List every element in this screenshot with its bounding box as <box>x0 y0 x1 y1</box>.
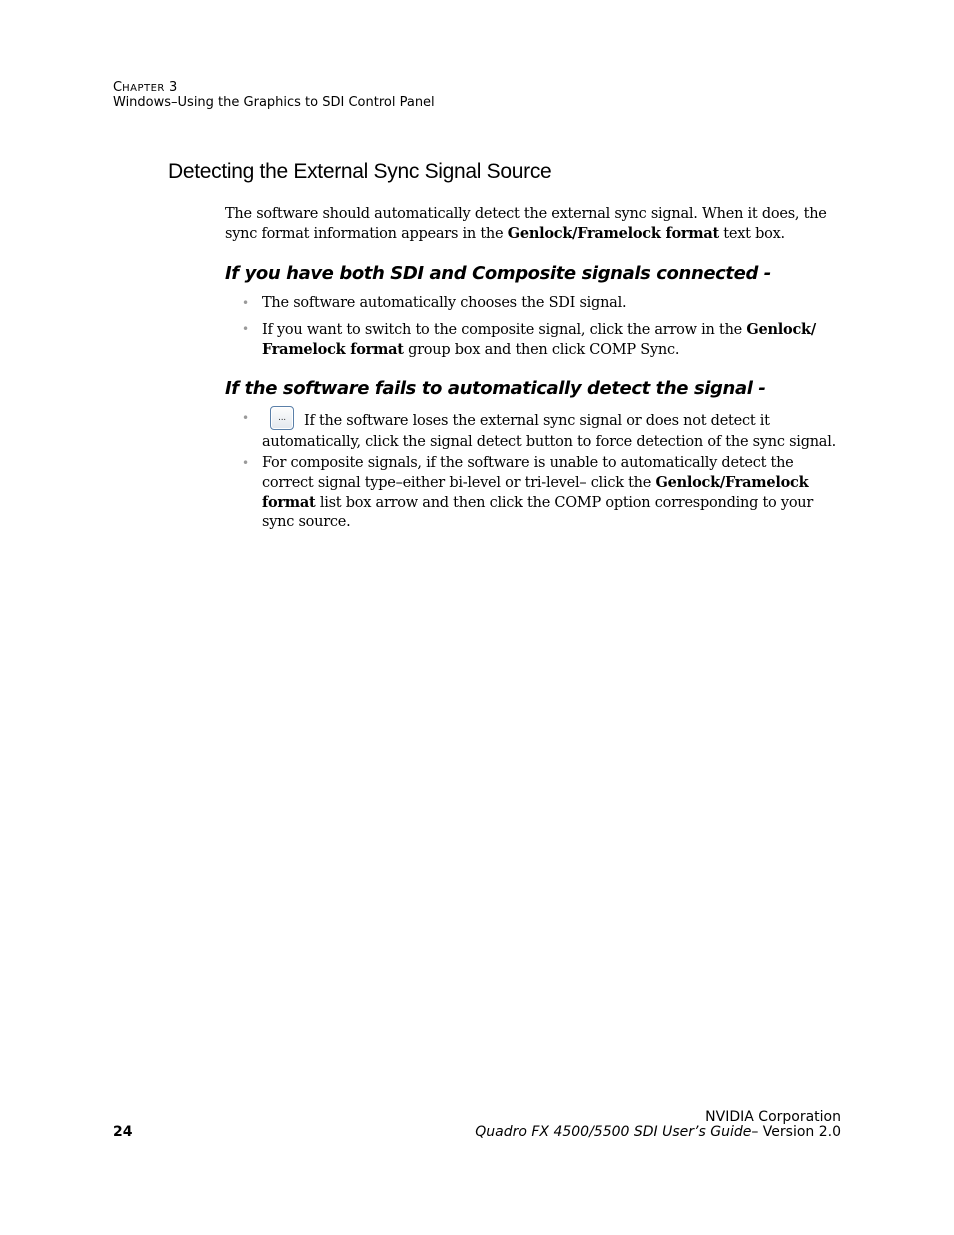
footer-company: NVIDIA Corporation <box>705 1109 841 1125</box>
footer-document-title: Quadro FX 4500/5500 SDI User’s Guide– Version 2.0 <box>475 1124 841 1140</box>
list-item: For composite signals, if the software is unable to automatically detect the correct signal type–either bi-level or tri-level– click the Genlock/Framelock format list box arrow and then click the COMP option corresponding to your sync source. <box>262 455 814 530</box>
bullet-marker: • <box>242 296 250 310</box>
list-item: The software automatically chooses the SDI signal. <box>262 295 627 311</box>
subsection-title-detect-failure: If the software fails to automatically detect the signal - <box>225 378 766 399</box>
subsection-title-sdi-composite: If you have both SDI and Composite signals connected - <box>225 263 771 284</box>
bullet-marker: • <box>242 411 250 425</box>
signal-detect-button: ... <box>270 406 294 430</box>
list-item: If you want to switch to the composite signal, click the arrow in the Genlock/ Framelock format group box and then click COMP Sync. <box>262 321 816 358</box>
page-number: 24 <box>113 1124 133 1140</box>
chapter-label: CHAPTER 3 <box>113 80 178 95</box>
chapter-title: Windows–Using the Graphics to SDI Control Panel <box>113 95 435 110</box>
section-title: Detecting the External Sync Signal Source <box>168 160 552 183</box>
intro-paragraph: The software should automatically detect the external sync signal. When it does, the sync format information appears in the Genlock/Framelock format text box. <box>225 206 827 242</box>
bullet-marker: • <box>242 456 250 470</box>
list-item: ... If the software loses the external sync signal or does not detect it automatically, click the signal detect button to force detection of the sync signal. <box>262 409 847 452</box>
bullet-marker: • <box>242 322 250 336</box>
